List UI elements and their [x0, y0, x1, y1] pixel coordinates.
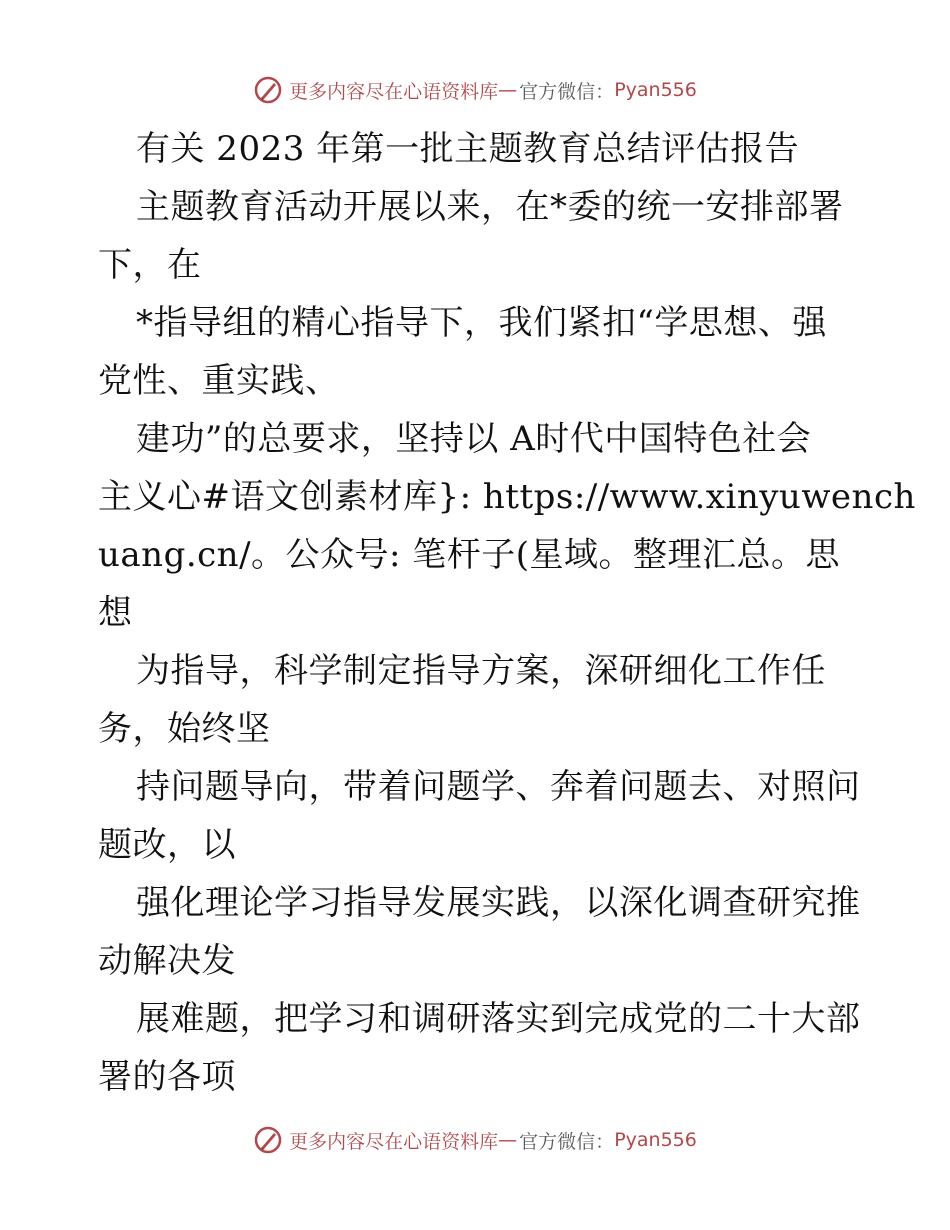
- document-title: 有关 2023 年第一批主题教育总结评估报告: [136, 129, 800, 169]
- header-banner: [0, 70, 950, 110]
- header-wechat-id: Pyan556: [614, 79, 697, 101]
- paragraph-line: 主义心#语文创素材库}: https://www.xinyuwench: [98, 477, 916, 517]
- paragraph-line: 建功”的总要求，坚持以 A时代中国特色社会: [136, 419, 812, 459]
- header-dash: —: [498, 79, 518, 101]
- document-body: [98, 120, 916, 1106]
- paragraph-line: 为指导，科学制定指导方案，深研细化工作任: [136, 651, 826, 691]
- paragraph-line: 主题教育活动开展以来，在*委的统一安排部署: [136, 187, 844, 227]
- paragraph-line: 动解决发: [98, 941, 236, 981]
- paragraph-line: 务，始终坚: [98, 709, 271, 749]
- pen-circle-icon: [253, 1125, 283, 1155]
- paragraph-line: 党性、重实践、: [98, 361, 340, 401]
- footer-wechat-label: 官方微信：: [519, 1130, 615, 1153]
- paragraph-line: 下，在: [98, 245, 202, 285]
- footer-banner: [0, 1120, 950, 1160]
- paragraph-line: 署的各项: [98, 1057, 236, 1097]
- paragraph-line: 持问题导向，带着问题学、奔着问题去、对照问: [136, 767, 861, 807]
- pen-circle-icon: [253, 75, 283, 105]
- paragraph-line: 展难题，把学习和调研落实到完成党的二十大部: [136, 999, 861, 1039]
- paragraph-line: *指导组的精心指导下，我们紧扣“学思想、强: [136, 303, 827, 343]
- paragraph-line: 题改，以: [98, 825, 236, 865]
- paragraph-line: 强化理论学习指导发展实践，以深化调查研究推: [136, 883, 861, 923]
- footer-site-text: 更多内容尽在心语资料库: [289, 1130, 499, 1153]
- header-site-text: 更多内容尽在心语资料库: [289, 80, 499, 103]
- header-wechat-label: 官方微信：: [519, 80, 615, 103]
- paragraph-line: 想: [98, 593, 133, 633]
- footer-dash: —: [498, 1129, 518, 1151]
- footer-wechat-id: Pyan556: [614, 1129, 697, 1151]
- paragraph-line: uang.cn/。公众号: 笔杆子(星域。整理汇总。思: [98, 535, 841, 575]
